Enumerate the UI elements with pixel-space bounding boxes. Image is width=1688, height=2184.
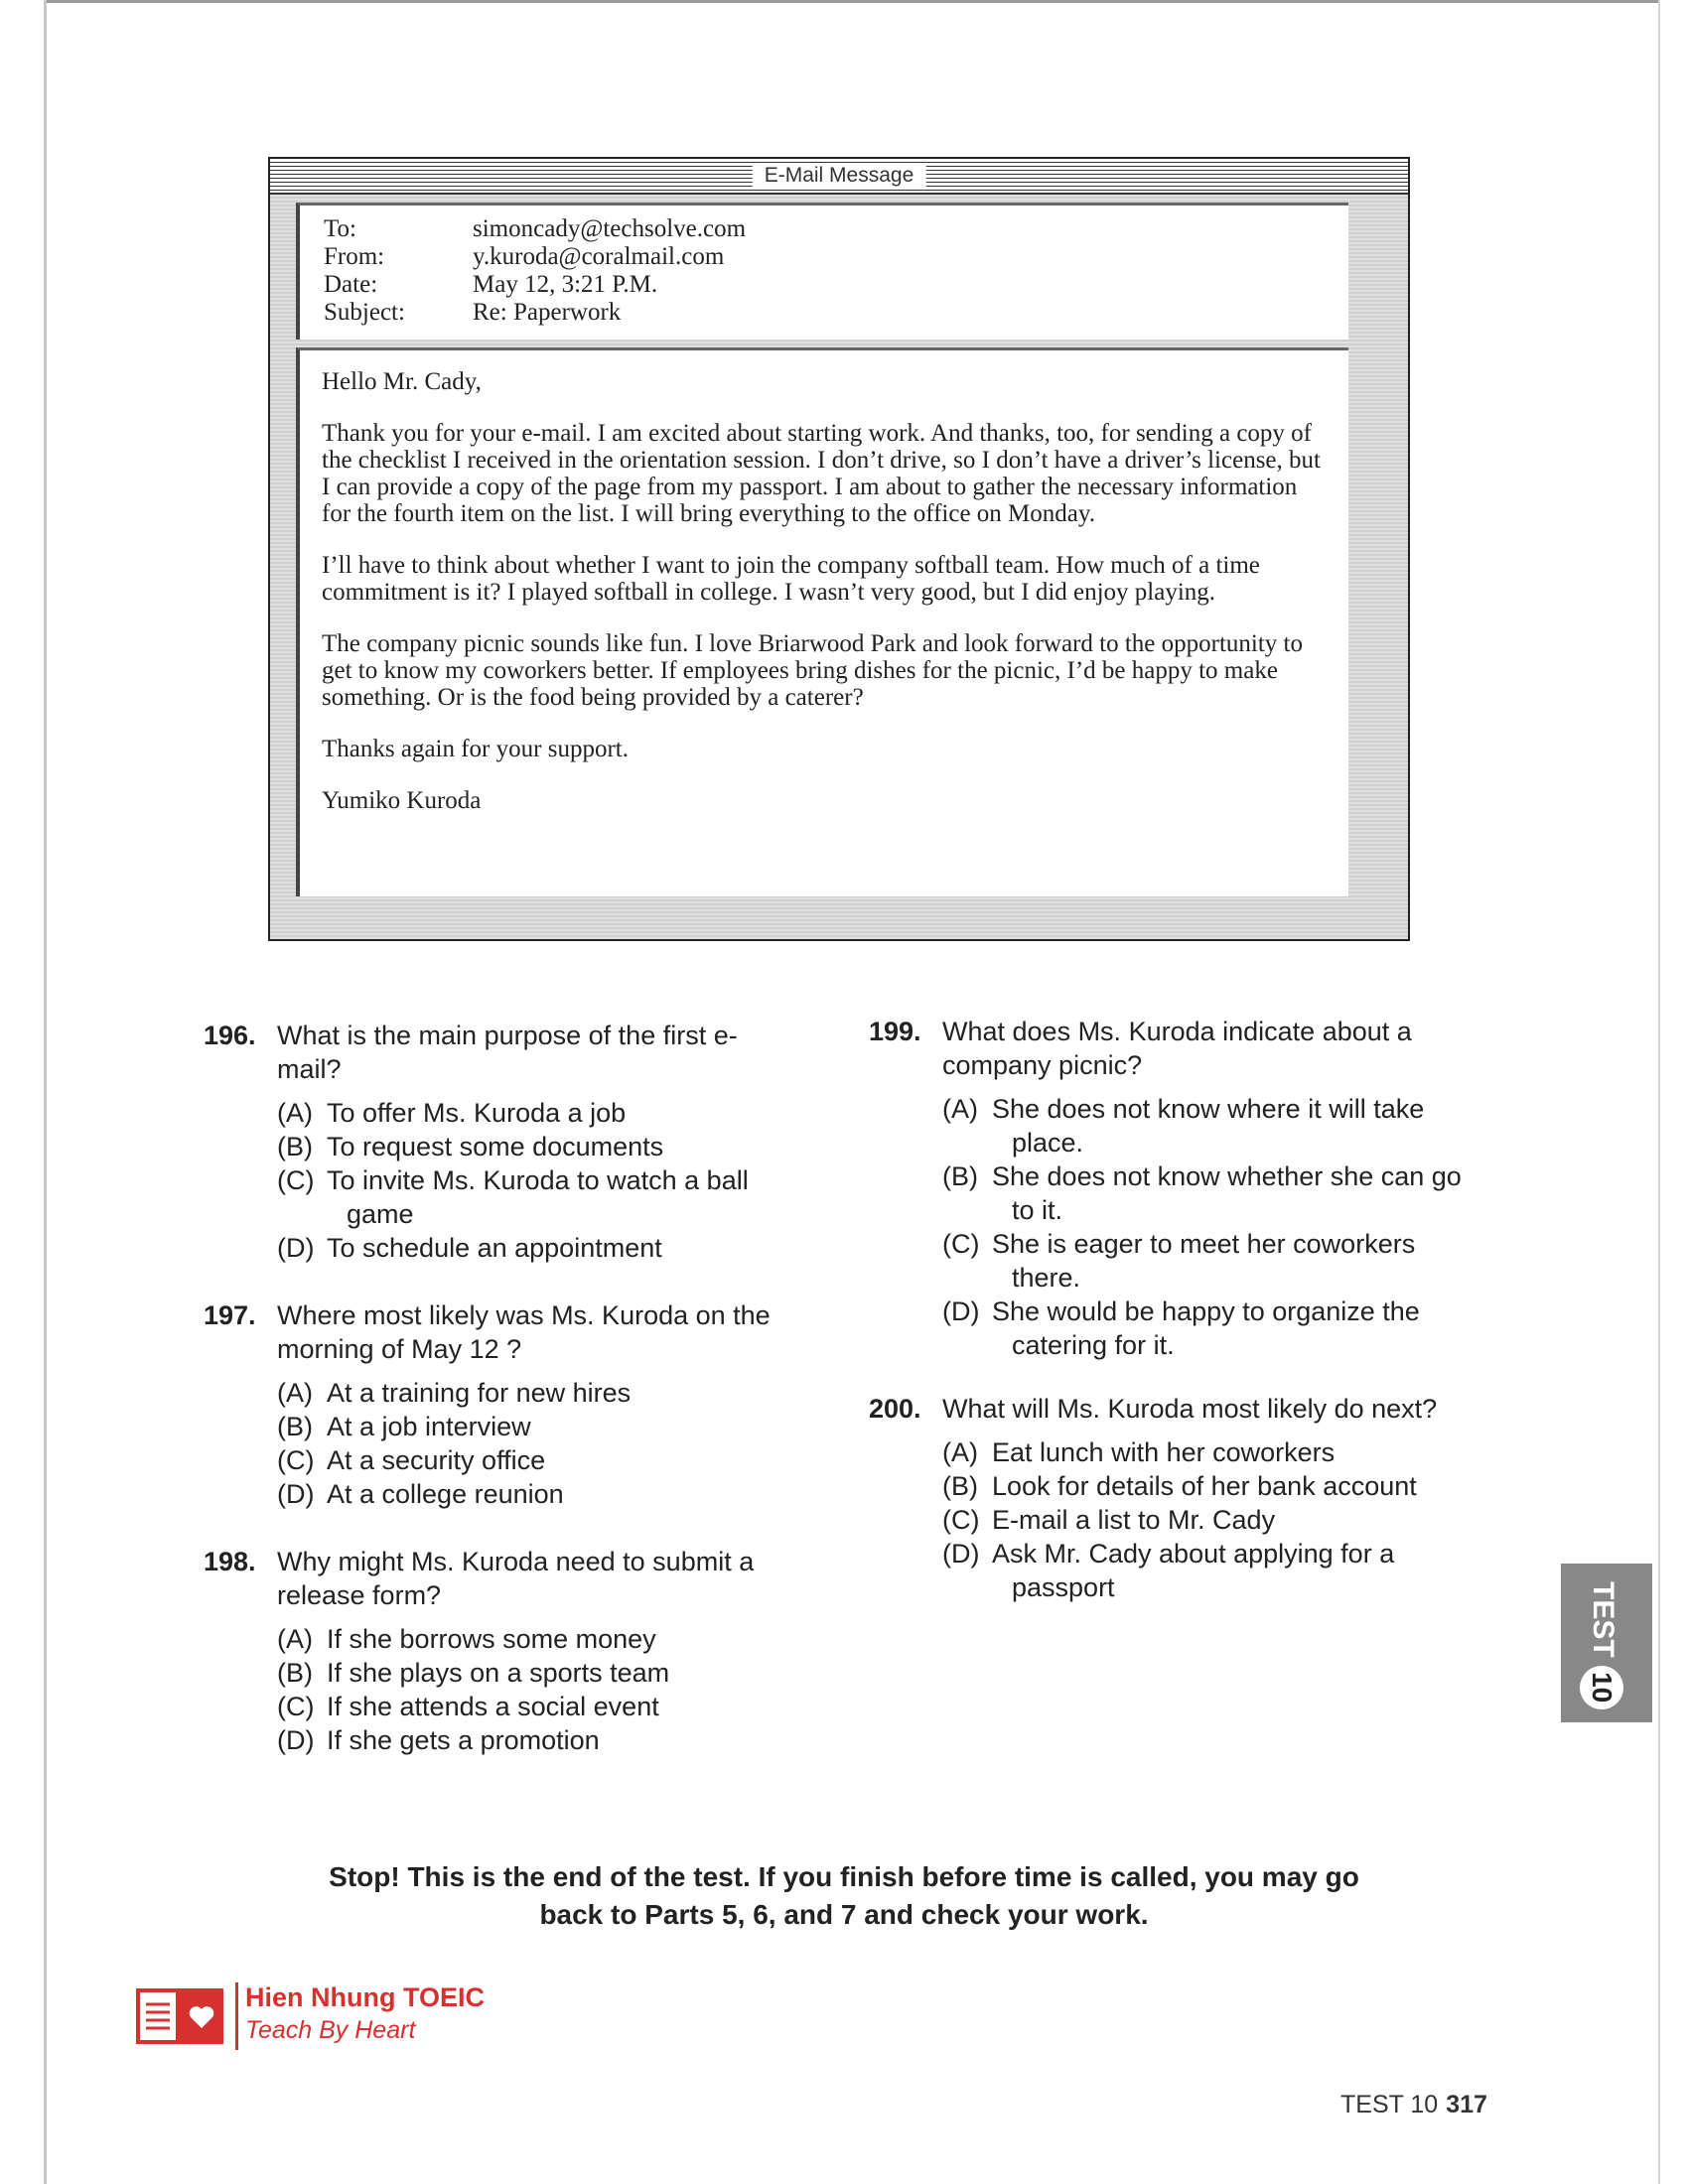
logo-tagline: Teach By Heart (245, 2016, 416, 2044)
answer-options (942, 1092, 1465, 1362)
logo-divider (235, 1982, 238, 2050)
page-footer (1340, 2091, 1487, 2119)
question-stem: Why might Ms. Kuroda need to submit a release form? (277, 1547, 755, 1610)
answer-option-c: (C) At a security office (277, 1445, 546, 1475)
email-title-bar (270, 159, 1408, 195)
email-window-title: E-Mail Message (753, 163, 926, 189)
email-closing: Thanks again for your support. (322, 736, 629, 762)
answer-options (277, 1622, 819, 1757)
answer-option-c: (C) E-mail a list to Mr. Cady (942, 1505, 1276, 1535)
email-window (268, 157, 1410, 941)
email-header-from: From: y.kuroda@coralmail.com (324, 243, 725, 270)
answer-options (942, 1435, 1484, 1604)
question-number: 196. (204, 1021, 256, 1050)
email-body-text (322, 368, 1323, 839)
question-number: 199. (869, 1017, 921, 1046)
page-right-edge (1658, 0, 1660, 2184)
answer-option-c: (C) To invite Ms. Kuroda to watch a ball game (277, 1165, 749, 1229)
page-number: 317 (1446, 2091, 1487, 2118)
answer-options (277, 1096, 799, 1265)
question-197 (204, 1298, 819, 1511)
answer-option-c: (C) She is eager to meet her coworkers there. (942, 1229, 1416, 1293)
logo-brand-name: Hien Nhung TOEIC (245, 1982, 485, 2012)
answer-option-a: (A) Eat lunch with her coworkers (942, 1437, 1336, 1467)
publisher-logo (134, 1980, 551, 2060)
stop-notice: Stop! This is the end of the test. If you finish before time is called, you may go back to Parts 5, 6, and 7 and check your work. (329, 1861, 1359, 1930)
answer-option-b: (B) At a job interview (277, 1412, 531, 1441)
answer-option-b: (B) To request some documents (277, 1132, 664, 1161)
email-header-to: To: simoncady@techsolve.com (324, 215, 747, 242)
email-paragraph: I’ll have to think about whether I want to join the company softball team. How much of a time commitment is it? I played softball in college. I wasn’t very good, but I did enjoy playing. (322, 552, 1260, 606)
email-header-panel (296, 203, 1348, 340)
answer-option-d: (D) She would be happy to organize the catering for it. (942, 1297, 1420, 1360)
email-greeting: Hello Mr. Cady, (322, 368, 482, 395)
question-number: 197. (204, 1300, 256, 1330)
email-paragraph: The company picnic sounds like fun. I love Briarwood Park and look forward to the opportunity to get to know my coworkers better. If employees bring dishes for the picnic, I’d be happy to make something. Or is the food being provided by a caterer? (322, 630, 1303, 711)
answer-option-d: (D) At a college reunion (277, 1479, 564, 1509)
test-tab-number: 10 (1580, 1666, 1623, 1709)
question-stem: Where most likely was Ms. Kuroda on the morning of May 12 ? (277, 1300, 771, 1364)
answer-option-b: (B) She does not know whether she can go to it. (942, 1161, 1462, 1225)
answer-option-a: (A) If she borrows some money (277, 1624, 656, 1654)
question-199 (869, 1015, 1465, 1362)
email-body-panel (296, 347, 1348, 896)
test-tab-label: TEST10 (1575, 1581, 1630, 1710)
question-198 (204, 1545, 819, 1757)
email-header-subject: Subject: Re: Paperwork (324, 299, 622, 326)
test-side-tab (1561, 1564, 1652, 1722)
email-signature: Yumiko Kuroda (322, 787, 482, 814)
answer-option-a: (A) She does not know where it will take place. (942, 1094, 1425, 1158)
answer-option-a: (A) To offer Ms. Kuroda a job (277, 1098, 627, 1128)
email-header-date: Date: May 12, 3:21 P.M. (324, 271, 658, 298)
question-stem: What is the main purpose of the first e-mail? (277, 1021, 738, 1084)
answer-option-c: (C) If she attends a social event (277, 1692, 659, 1721)
answer-option-b: (B) Look for details of her bank account (942, 1471, 1417, 1501)
question-196 (204, 1019, 799, 1265)
question-number: 198. (204, 1547, 256, 1576)
answer-option-d: (D) To schedule an appointment (277, 1233, 662, 1263)
book-heart-icon (134, 1980, 225, 2050)
email-paragraph: Thank you for your e-mail. I am excited about starting work. And thanks, too, for sending a copy of the checklist I received in the orientation session. I don’t drive, so I don’t have a driver’s license, but I can provide a copy of the page from my passport. I am about to gather the necessary information for the fourth item on the list. I will bring everything to the office on Monday. (322, 420, 1321, 527)
answer-options (277, 1376, 819, 1511)
page-left-edge (44, 0, 47, 2184)
answer-option-d: (D) Ask Mr. Cady about applying for a passport (942, 1539, 1395, 1602)
footer-test-label: TEST 10 (1340, 2091, 1439, 2118)
question-200 (869, 1392, 1484, 1604)
page-top-edge (44, 0, 1660, 3)
question-stem: What will Ms. Kuroda most likely do next? (942, 1394, 1438, 1424)
question-stem: What does Ms. Kuroda indicate about a company picnic? (942, 1017, 1412, 1080)
answer-option-a: (A) At a training for new hires (277, 1378, 632, 1408)
answer-option-b: (B) If she plays on a sports team (277, 1658, 670, 1688)
question-number: 200. (869, 1394, 921, 1424)
answer-option-d: (D) If she gets a promotion (277, 1725, 600, 1755)
